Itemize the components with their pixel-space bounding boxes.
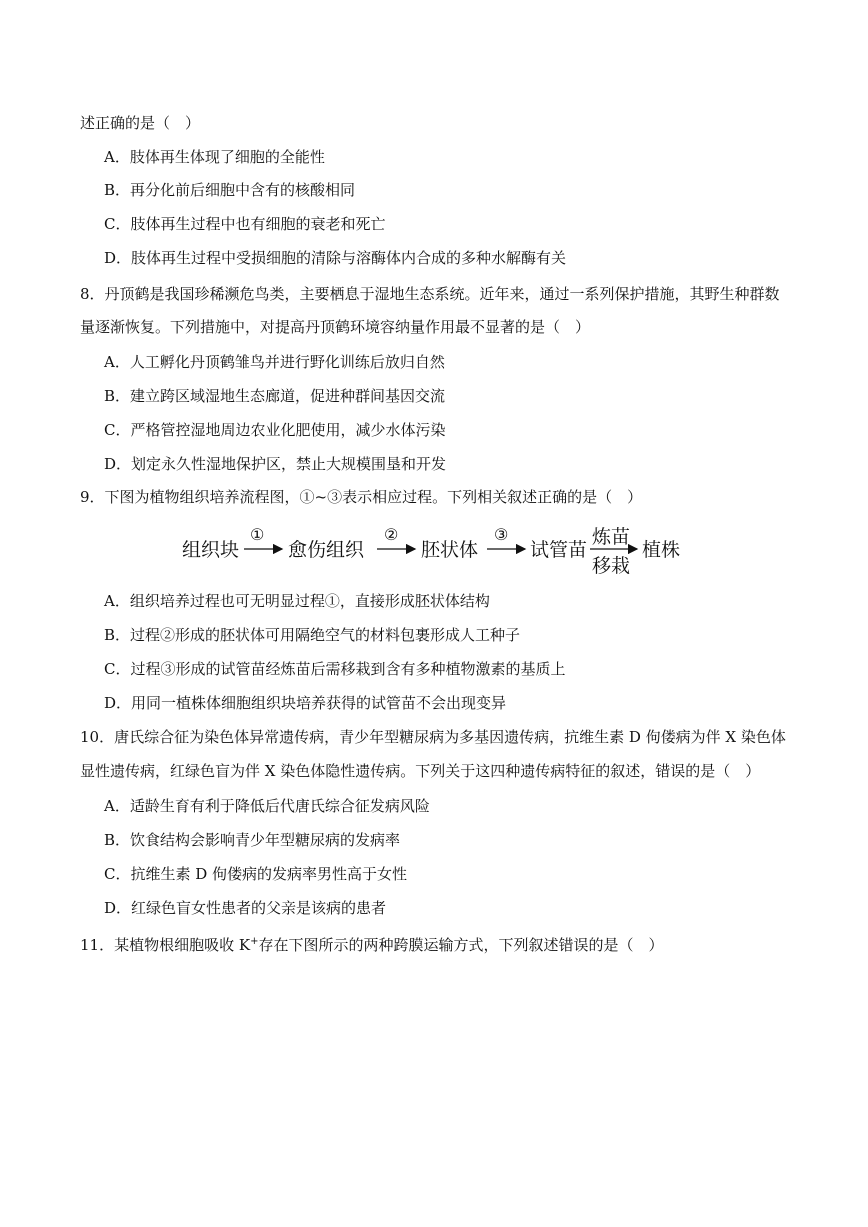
q8-option-b: B．建立跨区域湿地生态廊道，促进种群间基因交流 bbox=[104, 387, 446, 405]
q7-option-d: D．肢体再生过程中受损细胞的清除与溶酶体内合成的多种水解酶有关 bbox=[104, 249, 567, 267]
q10-stem-line2: 显性遗传病，红绿色盲为伴 X 染色体隐性遗传病。下列关于这四种遗传病特征的叙述，错误的是（ ） bbox=[80, 762, 761, 780]
q7-option-a: A．肢体再生体现了细胞的全能性 bbox=[104, 148, 325, 166]
q9-stem: 9．下图为植物组织培养流程图，①~③表示相应过程。下列相关叙述正确的是（ ） bbox=[80, 488, 643, 506]
q9-option-d: D．用同一植株体细胞组织块培养获得的试管苗不会出现变异 bbox=[104, 694, 507, 712]
q8-stem-line1: 8．丹顶鹤是我国珍稀濒危鸟类，主要栖息于湿地生态系统。近年来，通过一系列保护措施，其野生种群数 bbox=[80, 285, 780, 303]
q9-option-b: B．过程②形成的胚状体可用隔绝空气的材料包裹形成人工种子 bbox=[104, 626, 521, 644]
flow-arrow-label-2: ② bbox=[384, 525, 399, 544]
flow-arrow-label-hardening: 炼苗 bbox=[592, 526, 631, 548]
flow-node-tissue-block: 组织块 bbox=[182, 539, 240, 561]
q10-option-c: C．抗维生素 D 佝偻病的发病率男性高于女性 bbox=[104, 865, 408, 883]
q7-option-b: B．再分化前后细胞中含有的核酸相同 bbox=[104, 181, 356, 199]
flow-node-test-tube-seedling: 试管苗 bbox=[530, 539, 588, 561]
flow-arrow-label-transplant: 移栽 bbox=[592, 555, 631, 577]
flow-arrow-label-1: ① bbox=[250, 525, 265, 544]
q8-option-c: C．严格管控湿地周边农业化肥使用，减少水体污染 bbox=[104, 421, 446, 439]
q7-option-c: C．肢体再生过程中也有细胞的衰老和死亡 bbox=[104, 215, 386, 233]
q11-stem-superscript: + bbox=[250, 936, 259, 947]
tissue-culture-flow-diagram bbox=[182, 522, 702, 578]
q9-option-c: C．过程③形成的试管苗经炼苗后需移栽到含有多种植物激素的基质上 bbox=[104, 660, 566, 678]
q8-option-a: A．人工孵化丹顶鹤雏鸟并进行野化训练后放归自然 bbox=[104, 353, 445, 371]
q10-option-d: D．红绿色盲女性患者的父亲是该病的患者 bbox=[104, 899, 387, 917]
q10-option-b: B．饮食结构会影响青少年型糖尿病的发病率 bbox=[104, 831, 401, 849]
q9-option-a: A．组织培养过程也可无明显过程①，直接形成胚状体结构 bbox=[104, 592, 490, 610]
flow-node-plant: 植株 bbox=[642, 539, 681, 561]
flow-node-embryoid: 胚状体 bbox=[421, 539, 479, 561]
q11-stem-pre: 11．某植物根细胞吸收 K bbox=[80, 936, 251, 954]
q8-stem-line2: 量逐渐恢复。下列措施中，对提高丹顶鹤环境容纳量作用最不显著的是（ ） bbox=[80, 318, 591, 336]
q7-stem-tail: 述正确的是（ ） bbox=[80, 114, 201, 132]
flow-node-callus: 愈伤组织 bbox=[288, 539, 365, 561]
q11-stem-post: 存在下图所示的两种跨膜运输方式，下列叙述错误的是（ ） bbox=[258, 936, 664, 954]
q10-option-a: A．适龄生育有利于降低后代唐氏综合征发病风险 bbox=[104, 797, 430, 815]
q10-stem-line1: 10．唐氏综合征为染色体异常遗传病，青少年型糖尿病为多基因遗传病，抗维生素 D 佝偻病为伴 X 染色体 bbox=[80, 728, 786, 746]
q8-option-d: D．划定永久性湿地保护区，禁止大规模围垦和开发 bbox=[104, 455, 447, 473]
q11-stem bbox=[80, 932, 663, 955]
flow-arrow-label-3: ③ bbox=[494, 525, 509, 544]
